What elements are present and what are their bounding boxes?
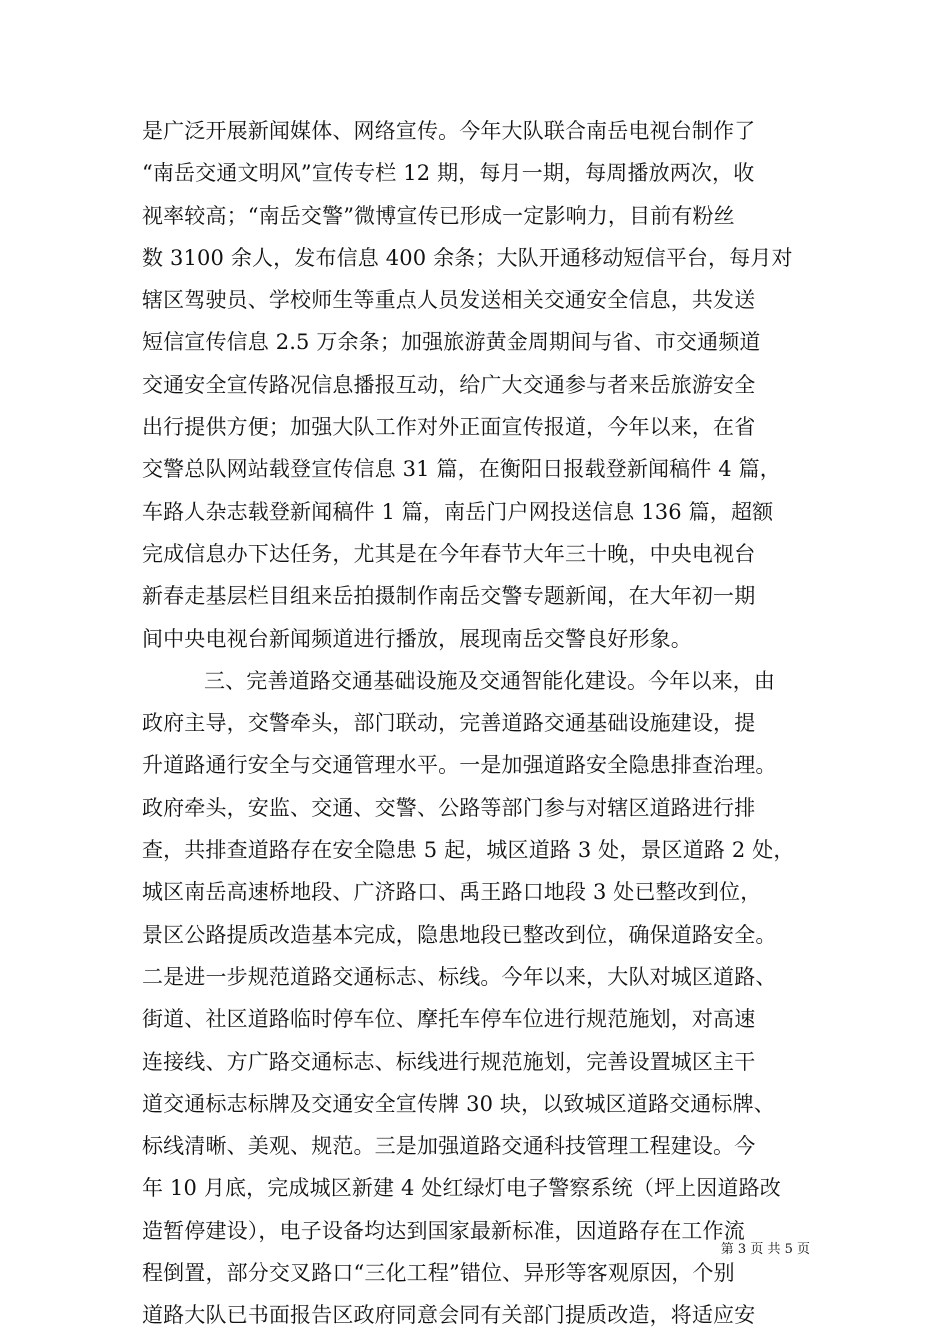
page-number-footer: 第 3 页 共 5 页 [720, 1242, 810, 1257]
text-line: 视率较高；“南岳交警”微博宣传已形成一定影响力，目前有粉丝 [142, 203, 735, 228]
text-line: 连接线、方广路交通标志、标线进行规范施划，完善设置城区主干 [142, 1049, 756, 1074]
text-line: 道路大队已书面报告区政府同意会同有关部门提质改造，将适应安 [142, 1303, 756, 1328]
text-line: 年 10 月底，完成城区新建 4 处红绿灯电子警察系统（坪上因道路改 [142, 1176, 781, 1201]
text-line: 城区南岳高速桥地段、广济路口、禹王路口地段 3 处已整改到位， [142, 880, 762, 905]
text-line: 造暂停建设），电子设备均达到国家最新标准，因道路存在工作流 [142, 1218, 745, 1243]
text-line: 数 3100 余人，发布信息 400 余条；大队开通移动短信平台，每月对 [142, 245, 793, 270]
text-line: 出行提供方便；加强大队工作对外正面宣传报道，今年以来，在省 [142, 415, 756, 440]
text-line: “南岳交通文明风”宣传专栏 12 期，每月一期，每周播放两次，收 [142, 161, 755, 186]
text-line: 查，共排查道路存在安全隐患 5 起，城区道路 3 处，景区道路 2 处， [142, 838, 795, 863]
text-line: 道交通标志标牌及交通安全宣传牌 30 块，以致城区道路交通标牌、 [142, 1091, 775, 1116]
text-line: 短信宣传信息 2.5 万余条；加强旅游黄金周期间与省、市交通频道 [142, 330, 761, 355]
text-line: 辖区驾驶员、学校师生等重点人员发送相关交通安全信息，共发送 [142, 288, 756, 313]
text-line: 是广泛开展新闻媒体、网络宣传。今年大队联合南岳电视台制作了 [142, 119, 756, 143]
text-line: 交警总队网站载登宣传信息 31 篇，在衡阳日报载登新闻稿件 4 篇， [142, 457, 781, 482]
text-line: 车路人杂志载登新闻稿件 1 篇，南岳门户网投送信息 136 篇，超额 [142, 499, 774, 524]
text-line: 标线清晰、美观、规范。三是加强道路交通科技管理工程建设。今 [142, 1134, 756, 1159]
text-line: 二是进一步规范道路交通标志、标线。今年以来，大队对城区道路、 [142, 964, 777, 989]
text-line: 景区公路提质改造基本完成，隐患地段已整改到位，确保道路安全。 [142, 922, 777, 947]
text-line: 程倒置，部分交叉路口“三化工程”错位、异形等客观原因，个别 [142, 1261, 735, 1286]
text-line: 间中央电视台新闻频道进行播放，展现南岳交警良好形象。 [142, 626, 692, 651]
text-line: 政府主导，交警牵头，部门联动，完善道路交通基础设施建设，提 [142, 711, 756, 736]
section-heading-line: 三、完善道路交通基础设施及交通智能化建设。今年以来，由 [204, 668, 776, 693]
text-line: 新春走基层栏目组来岳拍摄制作南岳交警专题新闻，在大年初一期 [142, 584, 756, 609]
text-line: 完成信息办下达任务，尤其是在今年春节大年三十晚，中央电视台 [142, 541, 756, 566]
body-text [142, 110, 810, 1337]
text-line: 升道路通行安全与交通管理水平。一是加强道路安全隐患排查治理。 [142, 753, 777, 778]
text-line: 政府牵头，安监、交通、交警、公路等部门参与对辖区道路进行排 [142, 795, 756, 820]
text-line: 交通安全宣传路况信息播报互动，给广大交通参与者来岳旅游安全 [142, 372, 756, 397]
text-line: 街道、社区道路临时停车位、摩托车停车位进行规范施划，对高速 [142, 1007, 756, 1032]
